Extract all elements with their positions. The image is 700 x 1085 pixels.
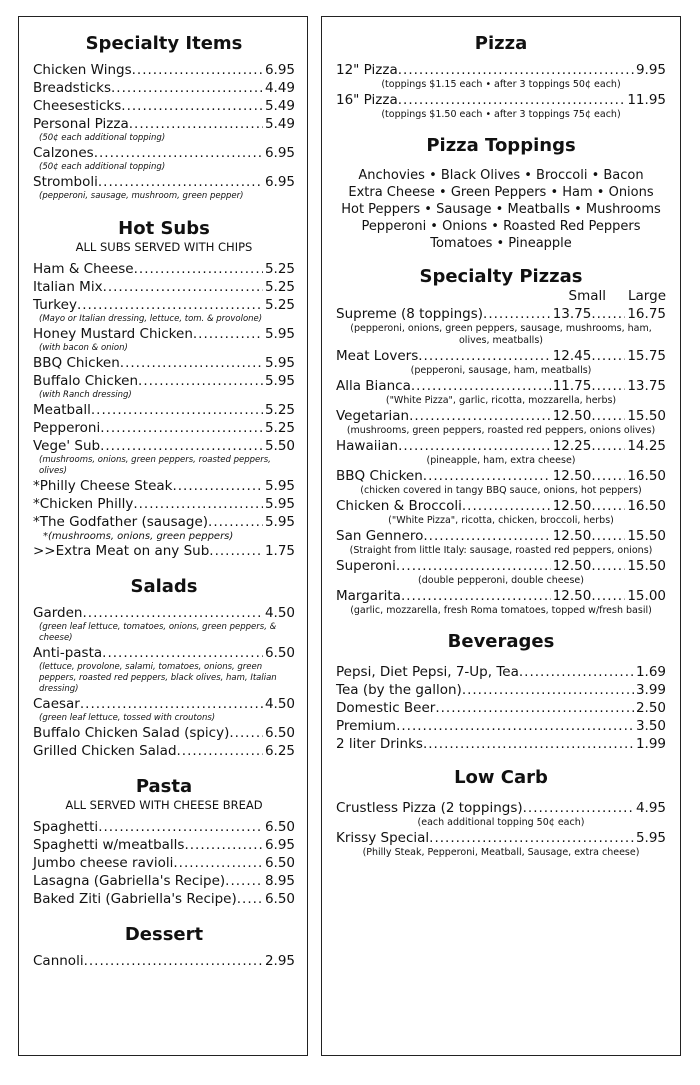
item-name: Grilled Chicken Salad (33, 743, 177, 759)
item-price: 5.50 (264, 438, 295, 454)
leader-dots (591, 305, 625, 323)
toppings-heading: Pizza Toppings (426, 135, 576, 156)
leader-dots (102, 644, 263, 662)
item-name: Lasagna (Gabriella's Recipe) (33, 873, 226, 889)
menu-item-row (336, 681, 666, 699)
item-price: 5.95 (264, 514, 295, 530)
menu-item-row (336, 91, 666, 109)
item-price: 5.95 (264, 326, 295, 342)
salads-heading: Salads (130, 576, 198, 597)
menu-item-row (33, 836, 295, 854)
price-large: 15.75 (627, 348, 666, 364)
specialty-pizzas-list (336, 305, 666, 617)
price-large: 16.50 (627, 468, 666, 484)
item-description: (50¢ each additional topping) (39, 162, 166, 172)
item-name: Vegetarian (336, 408, 410, 424)
col-small-label: Small (568, 288, 606, 304)
leader-dots (411, 377, 551, 395)
item-name: 12" Pizza (336, 62, 398, 78)
leader-dots (111, 79, 263, 97)
price-small: 12.50 (552, 408, 592, 424)
menu-item-row (336, 799, 666, 817)
price-large: 13.75 (627, 378, 666, 394)
leader-dots (91, 401, 263, 419)
pasta-subtitle: ALL SERVED WITH CHEESE BREAD (65, 798, 263, 812)
leader-dots (483, 305, 551, 323)
item-name: Buffalo Chicken Salad (spicy) (33, 725, 230, 741)
item-price: 3.99 (635, 682, 666, 698)
item-name: Personal Pizza (33, 116, 129, 132)
item-price: 6.95 (264, 837, 295, 853)
hot-subs-list (33, 260, 295, 531)
hot-subs-footnote: *(mushrooms, onions, green peppers) (43, 531, 234, 542)
specialty-pizza-row (336, 305, 666, 323)
left-menu-panel (18, 16, 308, 1056)
leader-dots (173, 854, 263, 872)
item-name: Cannoli (33, 953, 84, 969)
specialty-pizza-row (336, 497, 666, 515)
item-price: 1.69 (635, 664, 666, 680)
leader-dots (423, 735, 634, 753)
item-description: (toppings $1.50 each • after 3 toppings 75¢ each) (381, 109, 621, 120)
menu-item-row (33, 325, 295, 343)
hot-subs-subtitle: ALL SUBS SERVED WITH CHIPS (75, 240, 253, 254)
menu-item-row (33, 79, 295, 97)
leader-dots (591, 437, 625, 455)
price-large: 16.50 (627, 498, 666, 514)
leader-dots (80, 695, 263, 713)
item-name: Meat Lovers (336, 348, 419, 364)
item-description: (50¢ each additional topping) (39, 133, 166, 143)
menu-item-row (33, 296, 295, 314)
item-price: 2.50 (635, 700, 666, 716)
item-name: Caesar (33, 696, 80, 712)
item-price: 5.25 (264, 402, 295, 418)
leader-dots (523, 799, 634, 817)
leader-dots (132, 61, 263, 79)
item-price: 5.95 (264, 496, 295, 512)
leader-dots (94, 144, 263, 162)
item-name: *Chicken Philly (33, 496, 134, 512)
item-description: (with Ranch dressing) (39, 390, 132, 400)
item-name: Pepperoni (33, 420, 101, 436)
menu-item-row (336, 717, 666, 735)
toppings-line: Tomatoes • Pineapple (430, 236, 572, 251)
item-description: ("White Pizza", ricotta, chicken, broccoli, herbs) (388, 515, 614, 526)
item-price: 11.95 (627, 92, 666, 108)
specialty-pizza-row (336, 587, 666, 605)
item-name: Tea (by the gallon) (336, 682, 462, 698)
specialty-items-list (33, 61, 295, 202)
leader-dots (396, 717, 634, 735)
low-carb-list (336, 799, 666, 859)
item-description: (each additional topping 50¢ each) (417, 817, 585, 828)
item-name: BBQ Chicken (33, 355, 120, 371)
item-name: Garden (33, 605, 83, 621)
menu-item-row (33, 419, 295, 437)
menu-item-row (33, 354, 295, 372)
price-large: 14.25 (627, 438, 666, 454)
leader-dots (591, 527, 625, 545)
price-small: 12.50 (552, 498, 592, 514)
menu-item-row (33, 724, 295, 742)
item-name: Buffalo Chicken (33, 373, 139, 389)
item-price: 2.95 (264, 953, 295, 969)
price-small: 12.50 (552, 528, 592, 544)
price-small: 12.50 (552, 468, 592, 484)
leader-dots (172, 477, 262, 495)
price-small: 11.75 (552, 378, 592, 394)
leader-dots (398, 437, 551, 455)
leader-dots (462, 681, 634, 699)
item-price: 5.95 (264, 355, 295, 371)
menu-item-row (33, 890, 295, 908)
item-name: 16" Pizza (336, 92, 398, 108)
beverages-list (336, 663, 666, 753)
pizza-heading: Pizza (474, 33, 528, 54)
leader-dots (519, 663, 634, 681)
price-large: 15.50 (627, 408, 666, 424)
size-header (336, 288, 666, 305)
item-name: Calzones (33, 145, 94, 161)
item-description: (garlic, mozzarella, fresh Roma tomatoes, topped w/fresh basil) (350, 605, 652, 616)
leader-dots (225, 872, 263, 890)
item-price: 6.95 (264, 174, 295, 190)
leader-dots (591, 407, 625, 425)
leader-dots (591, 587, 625, 605)
leader-dots (418, 347, 550, 365)
menu-item-row (33, 742, 295, 760)
leader-dots (120, 354, 263, 372)
col-large-label: Large (628, 288, 666, 304)
right-menu-panel (321, 16, 681, 1056)
item-name: San Gennero (336, 528, 424, 544)
item-name: BBQ Chicken (336, 468, 423, 484)
menu-item-row (33, 278, 295, 296)
item-name: Crustless Pizza (2 toppings) (336, 800, 523, 816)
specialty-items-heading: Specialty Items (85, 33, 243, 54)
item-price: 5.25 (264, 261, 295, 277)
item-name: Cheesesticks (33, 98, 122, 114)
item-description: (mushrooms, onions, green peppers, roasted peppers, olives) (39, 455, 271, 476)
item-name: Premium (336, 718, 397, 734)
item-price: 5.25 (264, 420, 295, 436)
dessert-heading: Dessert (124, 924, 204, 945)
menu-item-row (33, 604, 295, 622)
salads-list (33, 604, 295, 760)
item-name: Hawaiian (336, 438, 399, 454)
leader-dots (100, 419, 263, 437)
menu-item-row (33, 818, 295, 836)
dessert-list (33, 952, 295, 970)
price-small: 12.45 (552, 348, 592, 364)
specialty-pizza-row (336, 377, 666, 395)
leader-dots (435, 699, 634, 717)
menu-item-row (336, 61, 666, 79)
item-price: 5.49 (264, 116, 295, 132)
low-carb-heading: Low Carb (454, 767, 548, 788)
item-price: 6.50 (264, 891, 295, 907)
leader-dots (462, 497, 551, 515)
item-price: 4.50 (264, 696, 295, 712)
leader-dots (591, 347, 625, 365)
leader-dots (209, 542, 263, 560)
item-name: Chicken Wings (33, 62, 132, 78)
menu-item-row (33, 513, 295, 531)
toppings-list (336, 167, 666, 252)
pasta-heading: Pasta (135, 776, 193, 797)
item-price: 5.95 (264, 478, 295, 494)
price-large: 15.50 (627, 528, 666, 544)
item-price: 3.50 (635, 718, 666, 734)
specialty-pizza-row (336, 527, 666, 545)
item-description: (chicken covered in tangy BBQ sauce, onions, hot peppers) (360, 485, 642, 496)
menu-item-row (33, 401, 295, 419)
item-name: Meatball (33, 402, 91, 418)
leader-dots (77, 296, 263, 314)
specialty-pizza-row (336, 557, 666, 575)
item-description: (pepperoni, sausage, ham, meatballs) (410, 365, 592, 376)
item-price: 6.95 (264, 145, 295, 161)
item-price: 5.95 (635, 830, 666, 846)
menu-item-row (33, 260, 295, 278)
item-description: (green leaf lettuce, tomatoes, onions, green peppers, & cheese) (39, 622, 277, 643)
menu-item-row (336, 663, 666, 681)
leader-dots (237, 890, 263, 908)
specialty-pizza-row (336, 347, 666, 365)
menu-item-row (33, 477, 295, 495)
leader-dots (591, 467, 625, 485)
hot-subs-heading: Hot Subs (118, 218, 210, 239)
item-price: 6.25 (264, 743, 295, 759)
item-price: 9.95 (635, 62, 666, 78)
item-price: 1.99 (635, 736, 666, 752)
item-name: *Philly Cheese Steak (33, 478, 173, 494)
leader-dots (208, 513, 263, 531)
menu-item-row (33, 372, 295, 390)
menu-item-row (33, 97, 295, 115)
item-name: Breadsticks (33, 80, 112, 96)
item-price: 5.25 (264, 279, 295, 295)
item-name: Jumbo cheese ravioli (33, 855, 174, 871)
specialty-pizza-row (336, 407, 666, 425)
item-price: 6.50 (264, 819, 295, 835)
item-price: 6.50 (264, 855, 295, 871)
item-description: (green leaf lettuce, tossed with croutons) (39, 713, 216, 723)
leader-dots (396, 557, 551, 575)
item-name: Stromboli (33, 174, 98, 190)
leader-dots (401, 587, 551, 605)
menu-item-row (33, 115, 295, 133)
toppings-line: Pepperoni • Onions • Roasted Red Peppers (361, 219, 641, 234)
item-price: 4.95 (635, 800, 666, 816)
item-name: Turkey (33, 297, 77, 313)
leader-dots (398, 91, 626, 109)
menu-item-row (33, 173, 295, 191)
toppings-line: Extra Cheese • Green Peppers • Ham • Onions (348, 185, 654, 200)
menu-item-row (33, 872, 295, 890)
menu-item-row (33, 952, 295, 970)
menu-item-row (33, 495, 295, 513)
menu-item-row (33, 144, 295, 162)
price-small: 12.50 (552, 588, 592, 604)
specialty-pizza-row (336, 437, 666, 455)
item-description: (pepperoni, sausage, mushroom, green pepper) (39, 191, 244, 201)
leader-dots (591, 377, 625, 395)
menu-item-row (33, 695, 295, 713)
item-description: (pineapple, ham, extra cheese) (426, 455, 576, 466)
item-price: 6.50 (264, 645, 295, 661)
leader-dots (423, 467, 551, 485)
item-description: (toppings $1.15 each • after 3 toppings 50¢ each) (381, 79, 621, 90)
price-large: 16.75 (627, 306, 666, 322)
item-description: (Philly Steak, Pepperoni, Meatball, Sausage, extra cheese) (362, 847, 640, 858)
toppings-line: Hot Peppers • Sausage • Meatballs • Mushrooms (341, 202, 661, 217)
menu-item-row (33, 437, 295, 455)
specialty-pizzas-heading: Specialty Pizzas (419, 266, 583, 287)
item-price: 1.75 (264, 543, 295, 559)
item-name: Anti-pasta (33, 645, 103, 661)
item-name: Spaghetti w/meatballs (33, 837, 185, 853)
leader-dots (591, 557, 625, 575)
price-large: 15.50 (627, 558, 666, 574)
leader-dots (591, 497, 625, 515)
item-name: Domestic Beer (336, 700, 436, 716)
item-name: Krissy Special (336, 830, 430, 846)
leader-dots (98, 818, 263, 836)
leader-dots (184, 836, 262, 854)
item-name: Italian Mix (33, 279, 103, 295)
item-name: Alla Bianca (336, 378, 411, 394)
item-name: Margarita (336, 588, 401, 604)
item-description: (pepperoni, onions, green peppers, sausage, mushrooms, ham, olives, meatballs) (350, 323, 652, 346)
item-name: Superoni (336, 558, 396, 574)
menu-item-row (33, 61, 295, 79)
item-price: 6.95 (264, 62, 295, 78)
leader-dots (84, 952, 263, 970)
specialty-pizza-row (336, 467, 666, 485)
leader-dots (398, 61, 634, 79)
item-price: 4.49 (264, 80, 295, 96)
leader-dots (133, 495, 263, 513)
item-description: (Straight from little Italy: sausage, roasted red peppers, onions) (349, 545, 653, 556)
menu-item-row (33, 854, 295, 872)
leader-dots (98, 173, 263, 191)
item-name: *The Godfather (sausage) (33, 514, 209, 530)
item-name: Pepsi, Diet Pepsi, 7-Up, Tea (336, 664, 519, 680)
item-name: Chicken & Broccoli (336, 498, 462, 514)
item-description: (Mayo or Italian dressing, lettuce, tom. & provolone) (39, 314, 263, 324)
toppings-line: Anchovies • Black Olives • Broccoli • Bacon (358, 168, 644, 183)
pizza-list (336, 61, 666, 121)
item-description: ("White Pizza", garlic, ricotta, mozzarella, herbs) (385, 395, 617, 406)
price-small: 12.25 (552, 438, 592, 454)
item-description: (with bacon & onion) (39, 343, 128, 353)
menu-item-row (336, 699, 666, 717)
item-price: 5.95 (264, 373, 295, 389)
menu-item-row (336, 735, 666, 753)
item-name: Honey Mustard Chicken (33, 326, 193, 342)
item-price: 6.50 (264, 725, 295, 741)
pasta-list (33, 818, 295, 908)
menu-item-row (336, 829, 666, 847)
leader-dots (103, 278, 263, 296)
extra-meat-row (33, 542, 295, 560)
leader-dots (229, 724, 263, 742)
item-name: Baked Ziti (Gabriella's Recipe) (33, 891, 237, 907)
leader-dots (138, 372, 263, 390)
price-small: 13.75 (552, 306, 592, 322)
item-price: 8.95 (264, 873, 295, 889)
item-name: Vege' Sub (33, 438, 101, 454)
price-small: 12.50 (552, 558, 592, 574)
item-name: Spaghetti (33, 819, 99, 835)
item-price: 4.50 (264, 605, 295, 621)
leader-dots (193, 325, 263, 343)
menu-item-row (33, 644, 295, 662)
item-description: (double pepperoni, double cheese) (418, 575, 584, 586)
leader-dots (129, 115, 263, 133)
leader-dots (100, 437, 263, 455)
leader-dots (177, 742, 263, 760)
item-name: Ham & Cheese (33, 261, 134, 277)
price-large: 15.00 (627, 588, 666, 604)
leader-dots (134, 260, 263, 278)
item-name: >>Extra Meat on any Sub (33, 543, 210, 559)
leader-dots (429, 829, 634, 847)
beverages-heading: Beverages (447, 631, 555, 652)
item-name: Supreme (8 toppings) (336, 306, 484, 322)
leader-dots (409, 407, 551, 425)
leader-dots (82, 604, 262, 622)
item-price: 5.25 (264, 297, 295, 313)
item-description: (lettuce, provolone, salami, tomatoes, onions, green peppers, roasted red peppers, black olives, ham, Italian dressing) (39, 662, 277, 694)
item-name: 2 liter Drinks (336, 736, 423, 752)
leader-dots (423, 527, 550, 545)
item-price: 5.49 (264, 98, 295, 114)
leader-dots (121, 97, 263, 115)
item-description: (mushrooms, green peppers, roasted red peppers, onions olives) (346, 425, 656, 436)
